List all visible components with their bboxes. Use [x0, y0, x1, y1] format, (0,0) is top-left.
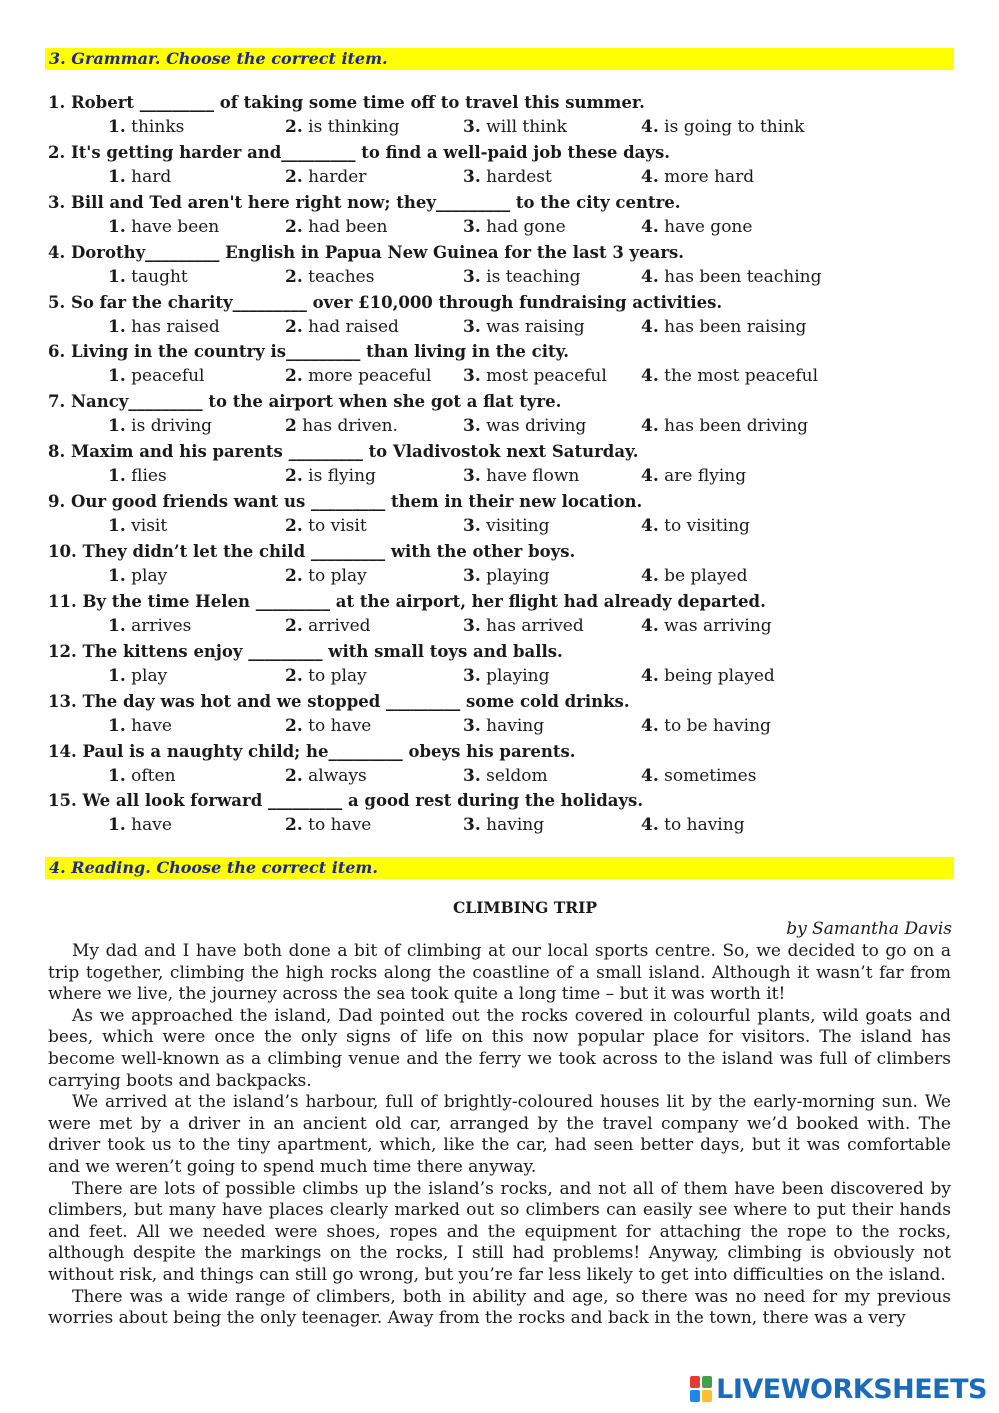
question-stem: 9. Our good friends want us _________ them in their new location. — [48, 492, 643, 512]
question-options — [48, 364, 958, 389]
answer-option[interactable] — [463, 614, 584, 639]
answer-option-number: 4. — [641, 815, 659, 836]
answer-option-number: 2. — [285, 117, 303, 137]
answer-option-text: have flown — [480, 466, 580, 487]
answer-option[interactable] — [641, 714, 771, 739]
answer-option-number: 3. — [463, 516, 481, 537]
answer-option[interactable] — [641, 464, 746, 489]
answer-option-number: 3. — [463, 366, 481, 387]
question-stem: 13. The day was hot and we stopped _________ some cold drinks. — [48, 691, 630, 711]
answer-option[interactable] — [108, 514, 167, 539]
answer-option-number: 2. — [285, 715, 303, 736]
question-stem: 10. They didn’t let the child _________ with the other boys. — [48, 542, 576, 562]
answer-option-text: being played — [658, 665, 775, 686]
question-item — [48, 739, 958, 789]
question-stem: 14. Paul is a naughty child; he_________ obeys his parents. — [48, 741, 576, 761]
answer-option[interactable] — [463, 514, 549, 539]
article-paragraph: There are lots of possible climbs up the island’s rocks, and not all of them have been discovered by climbers, but many have places clearly marked out so climbers can easily see where to put their hands and feet. All we needed were shoes, ropes and the equipment for attaching the rope to the rocks, although despite the markings on the rocks, I still had problems! Anyway, climbing is obviously not without risk, and things can still go wrong, but you’re far less likely to get into difficulties on the island. — [48, 1178, 951, 1285]
question-item — [48, 539, 958, 589]
answer-option[interactable] — [285, 414, 398, 439]
answer-option-number: 4. — [641, 266, 659, 287]
answer-option-text: have gone — [658, 216, 753, 237]
answer-option[interactable] — [641, 115, 804, 140]
answer-option-number: 3. — [463, 566, 481, 587]
answer-option-number: 1. — [108, 665, 126, 686]
question-stem: 4. Dorothy_________ English in Papua New Guinea for the last 3 years. — [48, 242, 685, 262]
answer-option-text: has been driving — [658, 416, 809, 437]
answer-option-text: always — [302, 765, 367, 786]
answer-option[interactable] — [641, 664, 775, 689]
answer-option-number: 3. — [463, 266, 481, 287]
question-item — [48, 489, 958, 539]
answer-option[interactable] — [285, 265, 374, 290]
question-item — [48, 140, 958, 190]
liveworksheets-logo[interactable] — [690, 1374, 987, 1404]
answer-option[interactable] — [108, 115, 184, 140]
answer-option-number: 4. — [641, 166, 659, 187]
question-item — [48, 389, 958, 439]
question-stem: 12. The kittens enjoy _________ with small toys and balls. — [48, 641, 563, 661]
answer-option[interactable] — [108, 614, 191, 639]
answer-option-number: 1. — [108, 166, 126, 187]
answer-option-number: 1. — [108, 765, 126, 786]
answer-option-text: was arriving — [658, 615, 772, 636]
question-options — [48, 165, 958, 190]
answer-option-number: 1. — [108, 466, 126, 487]
question-item — [48, 589, 958, 639]
answer-option[interactable] — [641, 165, 754, 190]
answer-option-text: had gone — [480, 216, 566, 237]
answer-option[interactable] — [108, 414, 212, 439]
question-item — [48, 639, 958, 689]
answer-option[interactable] — [285, 564, 367, 589]
answer-option[interactable] — [108, 714, 172, 739]
answer-option[interactable] — [463, 265, 580, 290]
question-item — [48, 439, 958, 489]
answer-option-text: is flying — [302, 466, 376, 487]
question-stem: 3. Bill and Ted aren't here right now; they_________ to the city centre. — [48, 192, 681, 212]
answer-option[interactable] — [463, 664, 549, 689]
answer-option-text: had raised — [302, 316, 399, 337]
answer-option[interactable] — [108, 265, 188, 290]
answer-option[interactable] — [285, 215, 387, 240]
answer-option-number: 4. — [641, 765, 659, 786]
logo-mark-square — [690, 1390, 700, 1402]
question-stem: 11. By the time Helen _________ at the airport, her flight had already departed. — [48, 591, 766, 611]
question-options — [48, 215, 958, 240]
answer-option-text: has been raising — [658, 316, 807, 337]
answer-option-text: is driving — [125, 416, 213, 437]
answer-option[interactable] — [463, 115, 567, 140]
answer-option-number: 2. — [285, 166, 303, 187]
question-stem: 2. It's getting harder and_________ to find a well-paid job these days. — [48, 142, 670, 162]
question-options — [48, 614, 958, 639]
answer-option[interactable] — [463, 215, 566, 240]
question-item — [48, 689, 958, 739]
answer-option-number: 4. — [641, 416, 659, 437]
answer-option-number: 1. — [108, 416, 126, 437]
answer-option-text: flies — [125, 466, 167, 487]
answer-option-number: 4. — [641, 715, 659, 736]
answer-option[interactable] — [108, 764, 176, 789]
question-stem: 15. We all look forward _________ a good rest during the holidays. — [48, 791, 644, 811]
answer-option[interactable] — [285, 514, 367, 539]
answer-option-text: having — [480, 715, 545, 736]
answer-option[interactable] — [463, 315, 585, 340]
answer-option[interactable] — [463, 414, 586, 439]
answer-option-text: visiting — [480, 516, 550, 537]
question-item — [48, 290, 958, 340]
answer-option-text: arrives — [125, 615, 192, 636]
answer-option-number: 1. — [108, 216, 126, 237]
answer-option-text: are flying — [658, 466, 747, 487]
answer-option-number: 4. — [641, 566, 659, 587]
question-stem: 1. Robert _________ of taking some time off to travel this summer. — [48, 93, 645, 112]
answer-option-text: has arrived — [480, 615, 584, 636]
question-options — [48, 514, 958, 539]
answer-option[interactable] — [641, 813, 745, 838]
answer-option-number: 2. — [285, 566, 303, 587]
answer-option-number: 3. — [463, 166, 481, 187]
answer-option-number: 2. — [285, 266, 303, 287]
answer-option-number: 3. — [463, 715, 481, 736]
answer-option-text: to visiting — [658, 516, 750, 537]
answer-option-number: 1. — [108, 117, 126, 137]
answer-option-text: visit — [125, 516, 168, 537]
answer-option[interactable] — [285, 464, 376, 489]
article-paragraph: As we approached the island, Dad pointed out the rocks covered in colourful plants, wild goats and bees, which were once the only signs of life on this now popular place for visitors. The island has become well-known as a climbing venue and the ferry we took across to the island was full of climbers carrying boots and backpacks. — [48, 1005, 951, 1091]
answer-option-text: be played — [658, 566, 748, 587]
answer-option-number: 3. — [463, 316, 481, 337]
answer-option-text: the most peaceful — [658, 366, 819, 387]
answer-option-text: hardest — [480, 166, 552, 187]
answer-option-text: peaceful — [125, 366, 205, 387]
question-options — [48, 315, 958, 340]
article-paragraph: We arrived at the island’s harbour, full of brightly-coloured houses lit by the early-morning sun. We were met by a driver in an ancient old car, arranged by the travel company we’d booked with. The driver took us to the tiny apartment, which, like the car, had seen better days, but it was comfortable and we weren’t going to spend much time there anyway. — [48, 1092, 951, 1177]
question-options — [48, 464, 958, 489]
answer-option-text: has been teaching — [658, 266, 822, 287]
answer-option-text: more peaceful — [302, 366, 432, 387]
answer-option[interactable] — [463, 764, 548, 789]
answer-option-number: 2. — [285, 815, 303, 836]
question-item — [48, 240, 958, 290]
answer-option-number: 4. — [641, 366, 659, 387]
answer-option-text: play — [125, 665, 168, 686]
answer-option-number: 3. — [463, 416, 481, 437]
answer-option-number: 1. — [108, 316, 126, 337]
answer-option[interactable] — [463, 813, 544, 838]
answer-option-number: 4. — [641, 117, 659, 137]
answer-option[interactable] — [641, 414, 808, 439]
answer-option[interactable] — [641, 614, 772, 639]
answer-option-text: taught — [125, 266, 188, 287]
answer-option-number: 1. — [108, 366, 126, 387]
answer-option-number: 2. — [285, 615, 303, 636]
answer-option[interactable] — [641, 265, 822, 290]
answer-option-text: teaches — [302, 266, 375, 287]
question-options — [48, 564, 958, 589]
answer-option-number: 1. — [108, 566, 126, 587]
answer-option-text: is going to think — [658, 117, 805, 137]
answer-option-text: to having — [658, 815, 745, 836]
answer-option[interactable] — [108, 165, 171, 190]
answer-option-text: have — [125, 715, 172, 736]
answer-option[interactable] — [108, 464, 167, 489]
answer-option-number: 1. — [108, 266, 126, 287]
question-stem: 8. Maxim and his parents _________ to Vladivostok next Saturday. — [48, 442, 639, 462]
answer-option-number: 4. — [641, 216, 659, 237]
answer-option-text: to play — [302, 566, 367, 587]
question-item — [48, 190, 958, 240]
answer-option-number: 1. — [108, 516, 126, 537]
answer-option-text: was raising — [480, 316, 585, 337]
question-options — [48, 265, 958, 290]
article-byline: by Samantha Davis — [786, 919, 952, 939]
answer-option-number: 2. — [285, 316, 303, 337]
answer-option-text: most peaceful — [480, 366, 607, 387]
question-item — [48, 339, 958, 389]
question-item — [48, 788, 958, 838]
answer-option-number: 4. — [641, 516, 659, 537]
answer-option-number: 3. — [463, 216, 481, 237]
answer-option-number: 2. — [285, 466, 303, 487]
answer-option-number: 1. — [108, 715, 126, 736]
answer-option-text: harder — [302, 166, 367, 187]
question-options — [48, 764, 958, 789]
answer-option-text: hard — [125, 166, 172, 187]
answer-option[interactable] — [285, 764, 367, 789]
answer-option-number: 3. — [463, 615, 481, 636]
answer-option-number: 3. — [463, 466, 481, 487]
answer-option[interactable] — [285, 664, 367, 689]
answer-option[interactable] — [285, 813, 371, 838]
answer-option-text: is thinking — [302, 117, 400, 137]
answer-option-number: 2 — [285, 416, 297, 437]
answer-option-text: has raised — [125, 316, 220, 337]
answer-option[interactable] — [108, 664, 167, 689]
question-options — [48, 813, 958, 838]
article-body — [48, 941, 951, 1330]
answer-option[interactable] — [463, 564, 549, 589]
answer-option-text: sometimes — [658, 765, 757, 786]
answer-option-number: 4. — [641, 466, 659, 487]
answer-option-number: 1. — [108, 615, 126, 636]
article-title: CLIMBING TRIP — [452, 898, 598, 917]
logo-mark-square — [690, 1376, 700, 1388]
question-stem: 7. Nancy_________ to the airport when she got a flat tyre. — [48, 392, 562, 412]
answer-option[interactable] — [463, 714, 544, 739]
question-stem: 5. So far the charity_________ over £10,000 through fundraising activities. — [48, 292, 723, 312]
answer-option[interactable] — [463, 364, 607, 389]
answer-option-text: to play — [302, 665, 367, 686]
answer-option-text: to have — [302, 715, 372, 736]
answer-option[interactable] — [108, 215, 219, 240]
answer-option-text: is teaching — [480, 266, 581, 287]
answer-option-text: will think — [480, 117, 567, 137]
answer-option[interactable] — [641, 215, 752, 240]
question-options — [48, 115, 958, 140]
answer-option[interactable] — [285, 364, 431, 389]
answer-option-number: 4. — [641, 615, 659, 636]
answer-option-text: had been — [302, 216, 388, 237]
question-stem: 6. Living in the country is_________ than living in the city. — [48, 342, 570, 362]
answer-option-text: to have — [302, 815, 372, 836]
answer-option[interactable] — [641, 364, 818, 389]
answer-option-text: have — [125, 815, 172, 836]
answer-option-number: 3. — [463, 665, 481, 686]
answer-option-number: 3. — [463, 815, 481, 836]
answer-option[interactable] — [285, 315, 399, 340]
answer-option-number: 2. — [285, 216, 303, 237]
answer-option[interactable] — [108, 315, 220, 340]
answer-option-text: having — [480, 815, 545, 836]
question-item — [48, 90, 958, 140]
answer-option-text: have been — [125, 216, 220, 237]
answer-option-number: 2. — [285, 665, 303, 686]
grammar-question-list — [48, 90, 958, 838]
answer-option-text: often — [125, 765, 176, 786]
answer-option[interactable] — [108, 364, 205, 389]
answer-option[interactable] — [641, 764, 756, 789]
answer-option-number: 2. — [285, 765, 303, 786]
answer-option-text: to visit — [302, 516, 367, 537]
logo-mark-square — [702, 1376, 712, 1388]
reading-section-heading: 4. Reading. Choose the correct item. — [45, 857, 954, 879]
answer-option-number: 1. — [108, 815, 126, 836]
grammar-section-heading: 3. Grammar. Choose the correct item. — [45, 48, 954, 70]
answer-option[interactable] — [285, 165, 366, 190]
liveworksheets-logo-text: LIVEWORKSHEETS — [716, 1373, 987, 1405]
answer-option-number: 2. — [285, 516, 303, 537]
article-paragraph: There was a wide range of climbers, both in ability and age, so there was no need for my previous worries about being the only teenager. Away from the rocks and back in the town, there was a very — [48, 1286, 951, 1329]
answer-option-text: arrived — [302, 615, 371, 636]
answer-option[interactable] — [285, 714, 371, 739]
answer-option-text: has driven. — [296, 416, 398, 437]
answer-option-number: 4. — [641, 665, 659, 686]
answer-option[interactable] — [463, 464, 579, 489]
answer-option[interactable] — [108, 564, 167, 589]
answer-option-text: seldom — [480, 765, 548, 786]
answer-option-text: was driving — [480, 416, 587, 437]
answer-option[interactable] — [463, 165, 552, 190]
answer-option-text: to be having — [658, 715, 771, 736]
logo-mark-square — [702, 1390, 712, 1402]
answer-option-text: playing — [480, 566, 550, 587]
answer-option[interactable] — [641, 564, 748, 589]
answer-option-number: 2. — [285, 366, 303, 387]
answer-option[interactable] — [108, 813, 172, 838]
answer-option[interactable] — [641, 315, 806, 340]
question-options — [48, 414, 958, 439]
answer-option[interactable] — [285, 614, 371, 639]
answer-option-number: 4. — [641, 316, 659, 337]
answer-option-text: thinks — [125, 117, 185, 137]
answer-option-number: 3. — [463, 117, 481, 137]
liveworksheets-logo-icon — [690, 1376, 712, 1402]
answer-option[interactable] — [641, 514, 750, 539]
answer-option-text: more hard — [658, 166, 755, 187]
answer-option-text: playing — [480, 665, 550, 686]
answer-option-number: 3. — [463, 765, 481, 786]
answer-option[interactable] — [285, 115, 399, 140]
article-paragraph: My dad and I have both done a bit of climbing at our local sports centre. So, we decided to go on a trip together, climbing the high rocks along the coastline of a small island. Although it wasn’t far from where we live, the journey across the sea took quite a long time – but it was worth it! — [48, 941, 951, 1005]
question-options — [48, 664, 958, 689]
question-options — [48, 714, 958, 739]
answer-option-text: play — [125, 566, 168, 587]
